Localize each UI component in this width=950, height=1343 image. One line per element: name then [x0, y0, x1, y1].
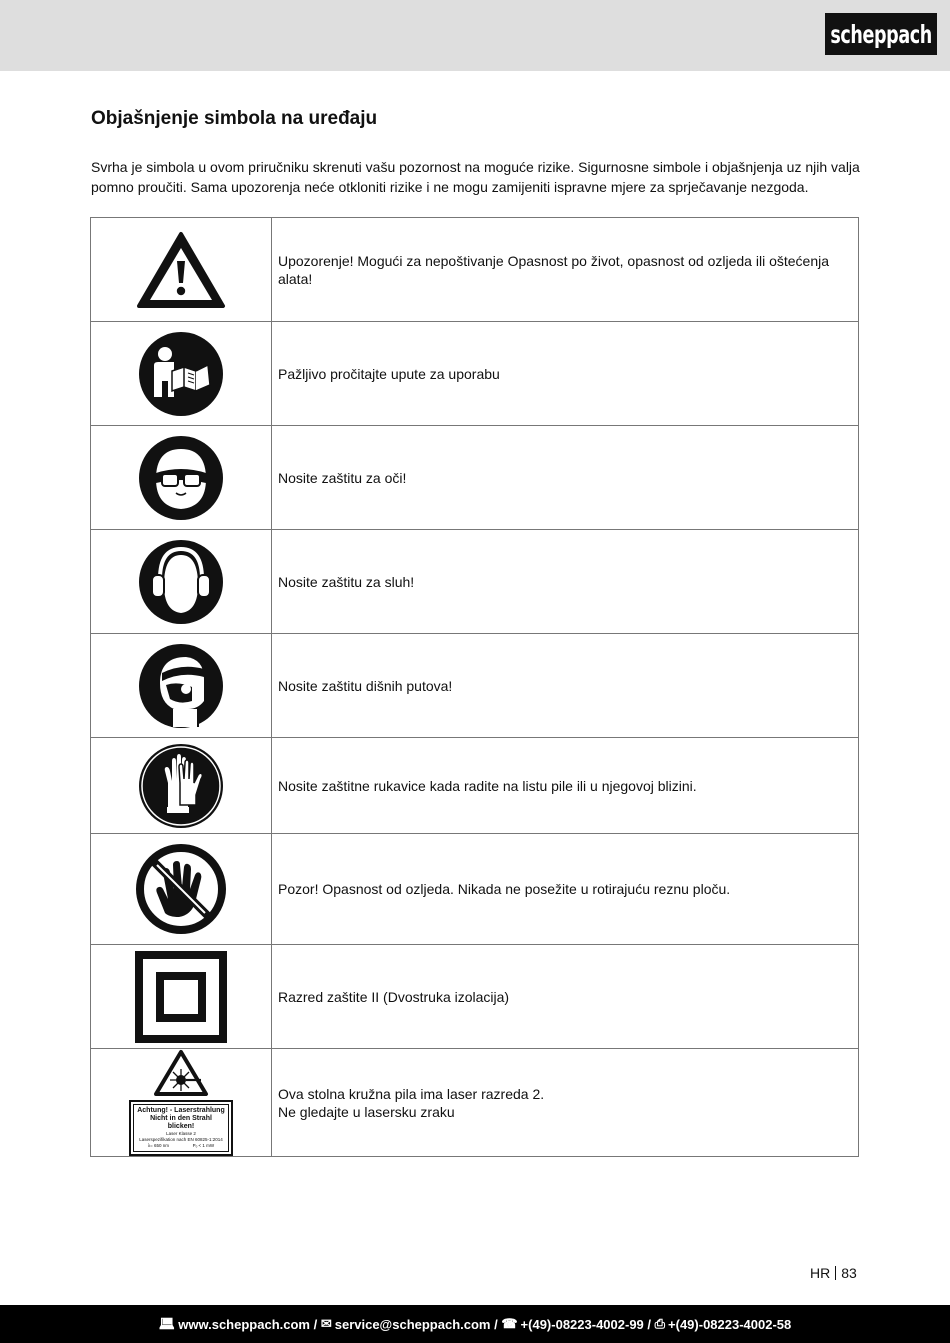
icon-cell	[91, 834, 272, 945]
page-number-divider	[835, 1266, 836, 1280]
footer-website[interactable]: www.scheppach.com	[178, 1316, 310, 1332]
fax-icon: ⎙︎	[654, 1316, 666, 1331]
page-title: Objašnjenje simbola na uređaju	[91, 108, 378, 129]
icon-cell	[91, 218, 272, 322]
laser-label-line: Laser Klasse 2	[166, 1131, 196, 1136]
symbol-description: Nosite zaštitne rukavice kada radite na listu pile ili u njegovoj blizini.	[272, 738, 859, 834]
read-manual-icon	[138, 331, 224, 417]
table-row	[91, 634, 859, 738]
icon-cell	[91, 1049, 272, 1157]
laser-label-line: Achtung! - Laserstrahlung	[137, 1107, 225, 1114]
symbol-description-line: Ne gledajte u lasersku zraku	[278, 1103, 455, 1120]
symbol-description: Nosite zaštitu za sluh!	[272, 530, 859, 634]
symbol-description: Razred zaštite II (Dvostruka izolacija)	[272, 945, 859, 1049]
ear-protection-icon	[138, 539, 224, 625]
protection-class-2-icon	[135, 951, 227, 1043]
no-hands-icon	[135, 843, 227, 935]
laser-label-line: Nicht in den Strahl blicken!	[150, 1115, 212, 1130]
laser-label-line: Pₒ < 1 mW	[192, 1143, 215, 1148]
icon-cell	[91, 634, 272, 738]
header-bar	[0, 0, 950, 71]
page-number-value: 83	[841, 1265, 857, 1281]
table-row	[91, 530, 859, 634]
laser-label-line: λ= 650 nm	[147, 1143, 169, 1148]
symbol-description: Nosite zaštitu za oči!	[272, 426, 859, 530]
warning-triangle-icon	[136, 230, 226, 310]
eye-protection-icon	[138, 435, 224, 521]
table-row	[91, 945, 859, 1049]
icon-cell	[91, 945, 272, 1049]
footer-bar	[0, 1305, 950, 1343]
table-row	[91, 426, 859, 530]
laptop-icon: 💻︎	[158, 1316, 176, 1331]
symbol-description	[272, 1049, 859, 1157]
email-icon: ✉︎	[320, 1316, 332, 1331]
footer-fax: +(49)-08223-4002-58	[668, 1316, 792, 1332]
table-row	[91, 322, 859, 426]
table-row	[91, 834, 859, 945]
symbol-description: Upozorenje! Mogući za nepoštivanje Opasnost po život, opasnost od ozljeda ili oštećenja alata!	[272, 218, 859, 322]
language-code: HR	[810, 1265, 831, 1281]
laser-triangle-icon	[153, 1049, 209, 1097]
respiratory-protection-icon	[138, 643, 224, 729]
table-row	[91, 738, 859, 834]
symbol-description-line: Ova stolna kružna pila ima laser razreda 2.	[278, 1085, 545, 1102]
icon-cell	[91, 426, 272, 530]
symbol-description: Pažljivo pročitajte upute za uporabu	[272, 322, 859, 426]
page-number	[810, 1265, 857, 1281]
phone-icon: ☎︎	[501, 1316, 518, 1331]
intro-paragraph: Svrha je simbola u ovom priručniku skrenuti vašu pozornost na moguće rizike. Sigurnosne simbole i objašnjenja uz njih valja pomno proučiti. Sama upozorenja neće otkloniti rizike i ne mogu zamijeniti ispravne mjere za sprječavanje nezgoda.	[91, 159, 860, 195]
icon-cell	[91, 738, 272, 834]
laser-label	[129, 1100, 233, 1156]
symbols-table	[90, 217, 859, 1157]
table-row	[91, 1049, 859, 1157]
symbol-description: Nosite zaštitu dišnih putova!	[272, 634, 859, 738]
scheppach-logo	[825, 13, 937, 55]
footer-separator: /	[309, 1316, 321, 1332]
footer-email[interactable]: service@scheppach.com	[334, 1316, 491, 1332]
icon-cell	[91, 322, 272, 426]
table-row	[91, 218, 859, 322]
brand-name: scheppach	[830, 19, 932, 49]
laser-warning-icon	[126, 1049, 236, 1156]
footer-separator: /	[490, 1316, 502, 1332]
laser-label-line: Laserspezifikation nach EN 60825-1:2014	[139, 1137, 223, 1142]
footer-separator: /	[643, 1316, 655, 1332]
symbol-description: Pozor! Opasnost od ozljeda. Nikada ne posežite u rotirajuću reznu ploču.	[272, 834, 859, 945]
icon-cell	[91, 530, 272, 634]
gloves-icon	[138, 743, 224, 829]
footer-phone[interactable]: +(49)-08223-4002-99	[520, 1316, 644, 1332]
